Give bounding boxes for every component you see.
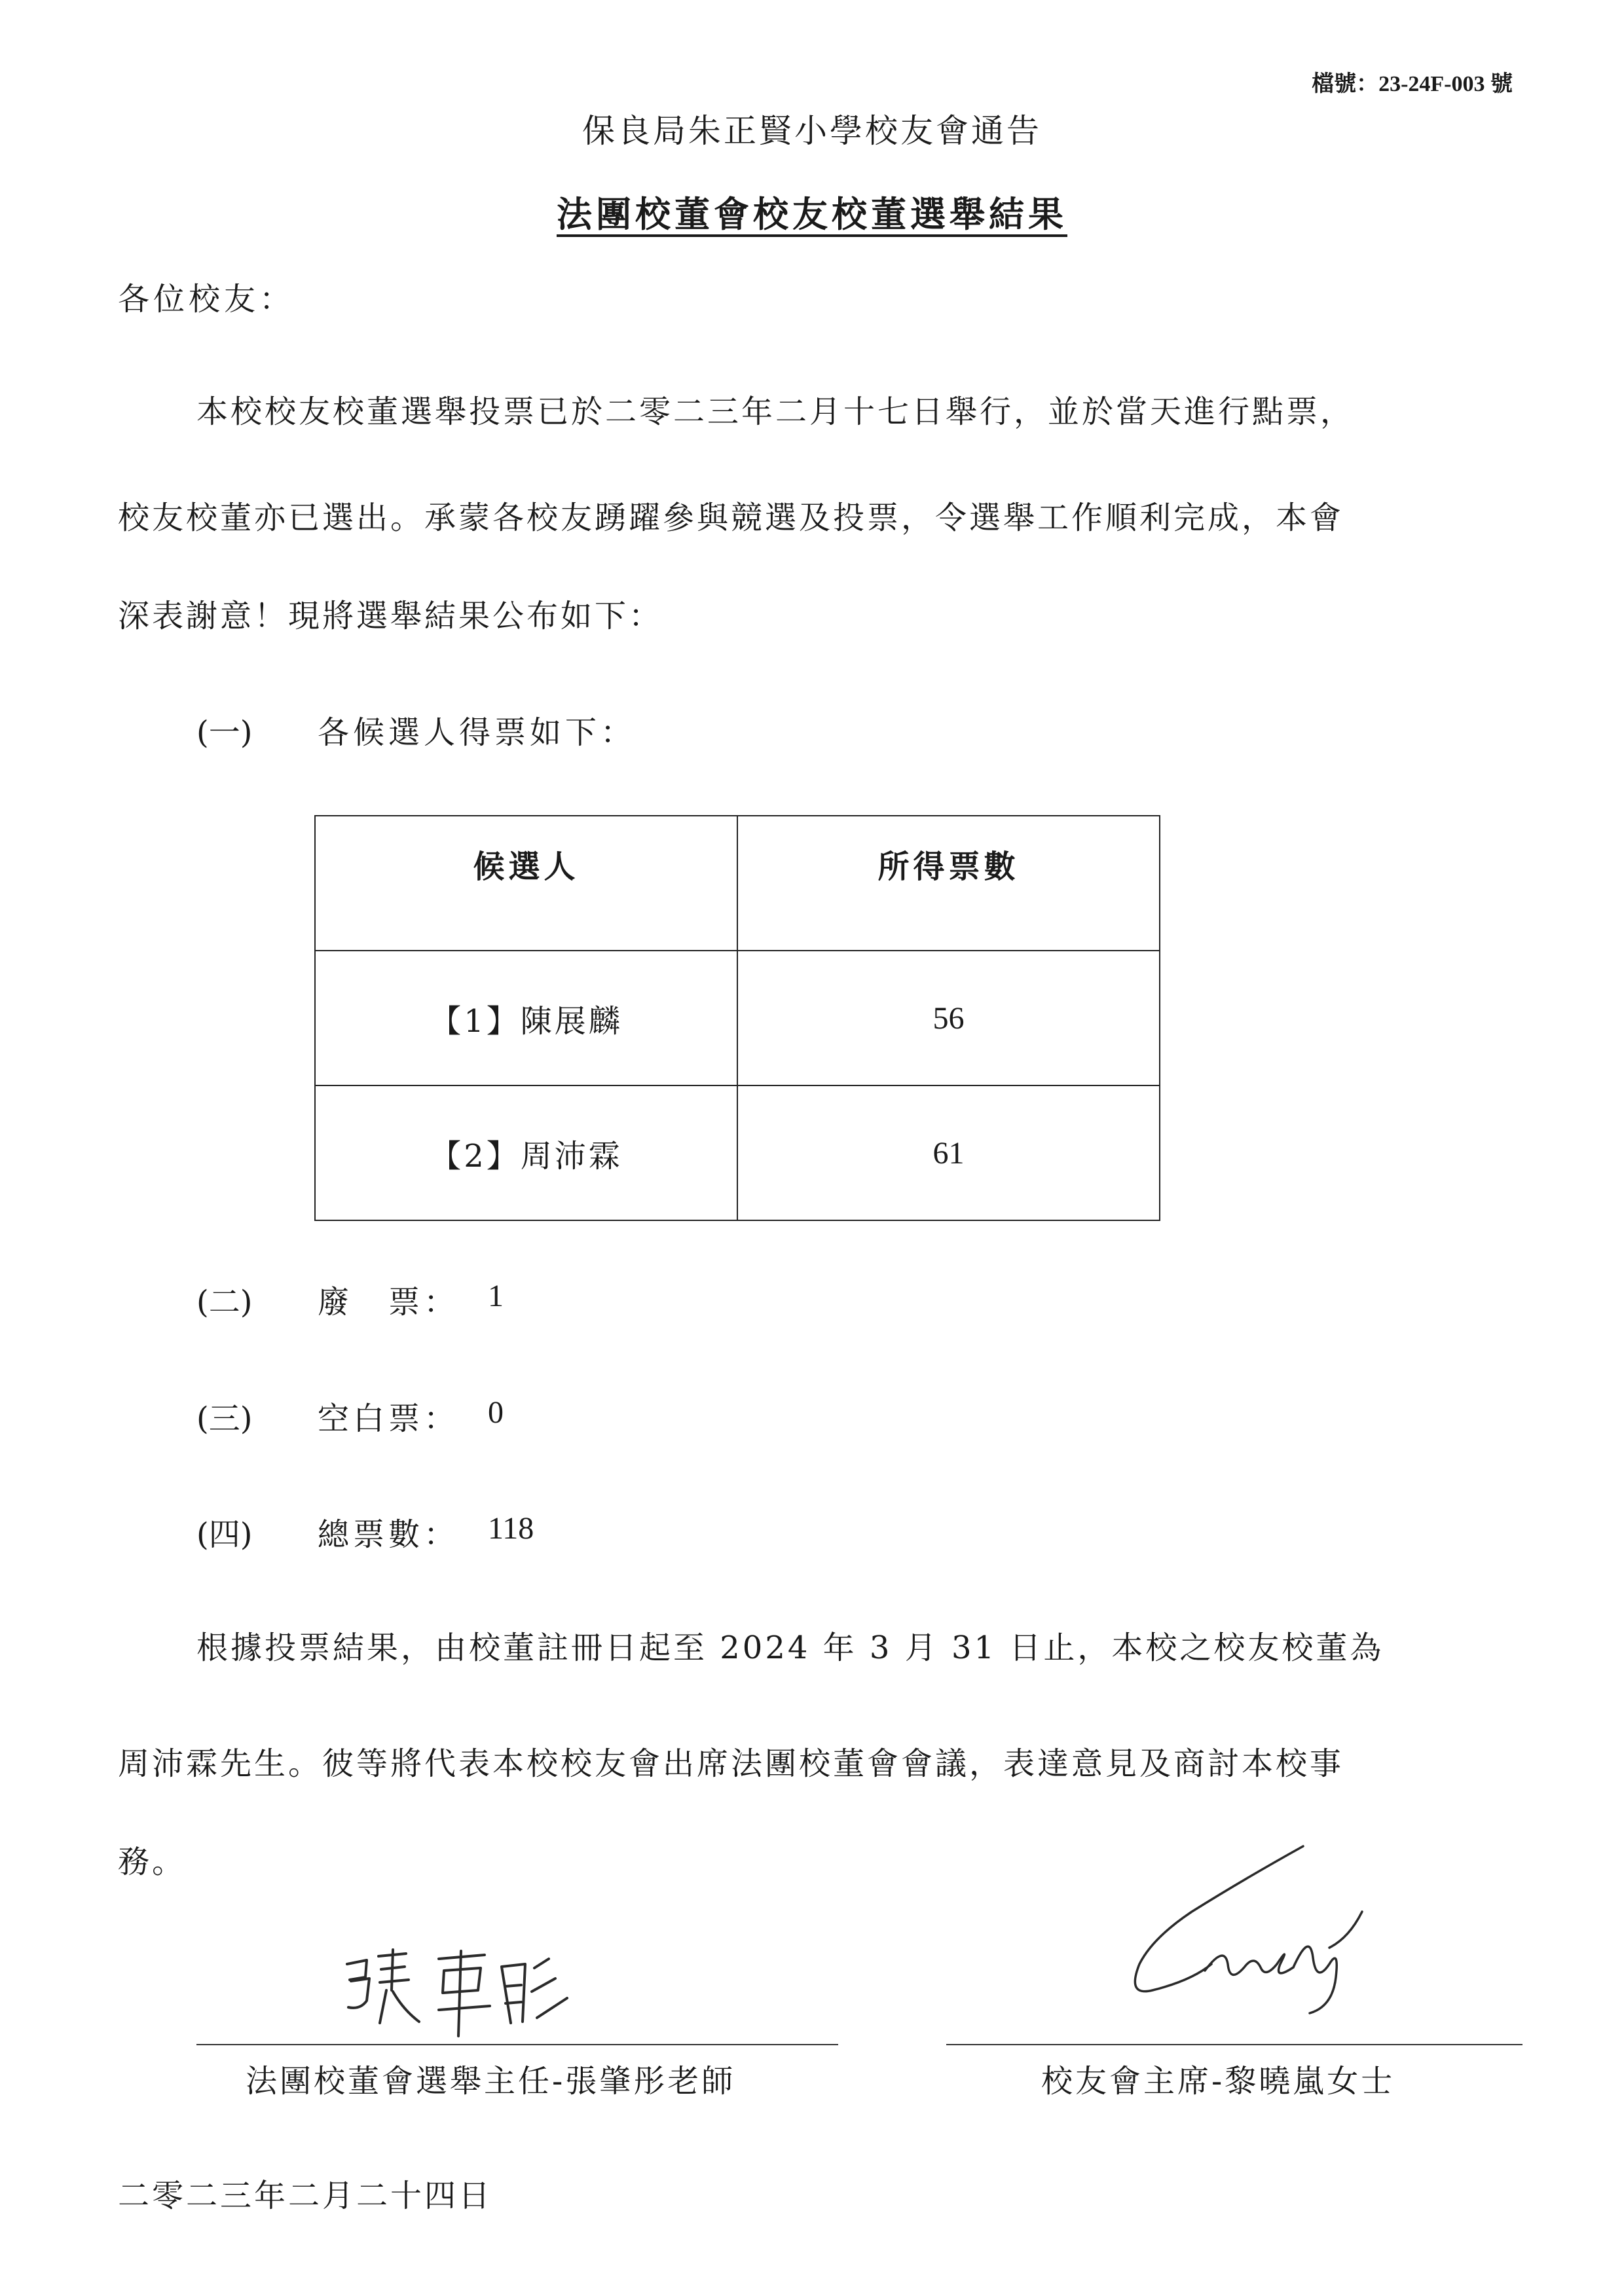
vote-count: 61 <box>737 1085 1160 1220</box>
item-number-1: (一) <box>196 714 253 751</box>
signature-line-right <box>946 2044 1522 2045</box>
spoiled-ballots-value: 1 <box>488 1279 504 1313</box>
reference-number: 檔號：23-24F-003 號 <box>1312 72 1513 96</box>
votes-table <box>314 815 1160 1221</box>
item-number-2: (二) <box>196 1284 253 1321</box>
intro-line-3: 深表謝意！現將選舉結果公布如下： <box>118 598 663 634</box>
item-number-3: (三) <box>196 1400 253 1437</box>
signature-line-left <box>196 2044 838 2045</box>
result-line-3: 務。 <box>118 1844 187 1880</box>
total-ballots-value: 118 <box>488 1511 534 1546</box>
item-number-4: (四) <box>196 1516 253 1553</box>
document-title <box>0 187 1624 237</box>
signature-election-officer <box>341 1944 576 2043</box>
candidate-name: 【2】周沛霖 <box>315 1085 737 1220</box>
blank-ballots-value: 0 <box>488 1395 504 1430</box>
candidate-name: 【1】陳展麟 <box>315 951 737 1085</box>
vote-count: 56 <box>737 951 1160 1085</box>
signatory-caption-right: 校友會主席-黎曉嵐女士 <box>1041 2063 1395 2100</box>
salutation: 各位校友： <box>118 281 295 318</box>
header-candidate: 候選人 <box>315 816 737 951</box>
item-label-2: 廢 票： <box>318 1284 460 1321</box>
result-line-2: 周沛霖先生。彼等將代表本校校友會出席法團校董會會議，表達意見及商討本校事 <box>118 1745 1344 1782</box>
issue-date: 二零二三年二月二十四日 <box>118 2178 493 2214</box>
header-votes: 所得票數 <box>737 816 1160 951</box>
signatory-caption-left: 法團校董會選舉主任-張肇彤老師 <box>246 2063 736 2100</box>
item-label-3: 空白票： <box>318 1400 460 1437</box>
notice-heading: 保良局朱正賢小學校友會通告 <box>582 112 1042 150</box>
table-row <box>315 951 1160 1085</box>
item-label-4: 總票數： <box>318 1516 460 1553</box>
signature-alumni-chairperson <box>1113 1833 1388 2030</box>
intro-line-1: 本校校友校董選舉投票已於二零二三年二月十七日舉行，並於當天進行點票， <box>196 393 1355 430</box>
intro-line-2: 校友校董亦已選出。承蒙各校友踴躍參與競選及投票，令選舉工作順利完成，本會 <box>118 500 1344 536</box>
table-header-row <box>315 816 1160 951</box>
item-label-1: 各候選人得票如下： <box>318 714 637 751</box>
table-row <box>315 1085 1160 1220</box>
document-title-text: 法團校董會校友校董選舉結果 <box>557 193 1067 235</box>
result-line-1: 根據投票結果，由校董註冊日起至 2024 年 3 月 31 日止，本校之校友校董為 <box>196 1630 1384 1666</box>
